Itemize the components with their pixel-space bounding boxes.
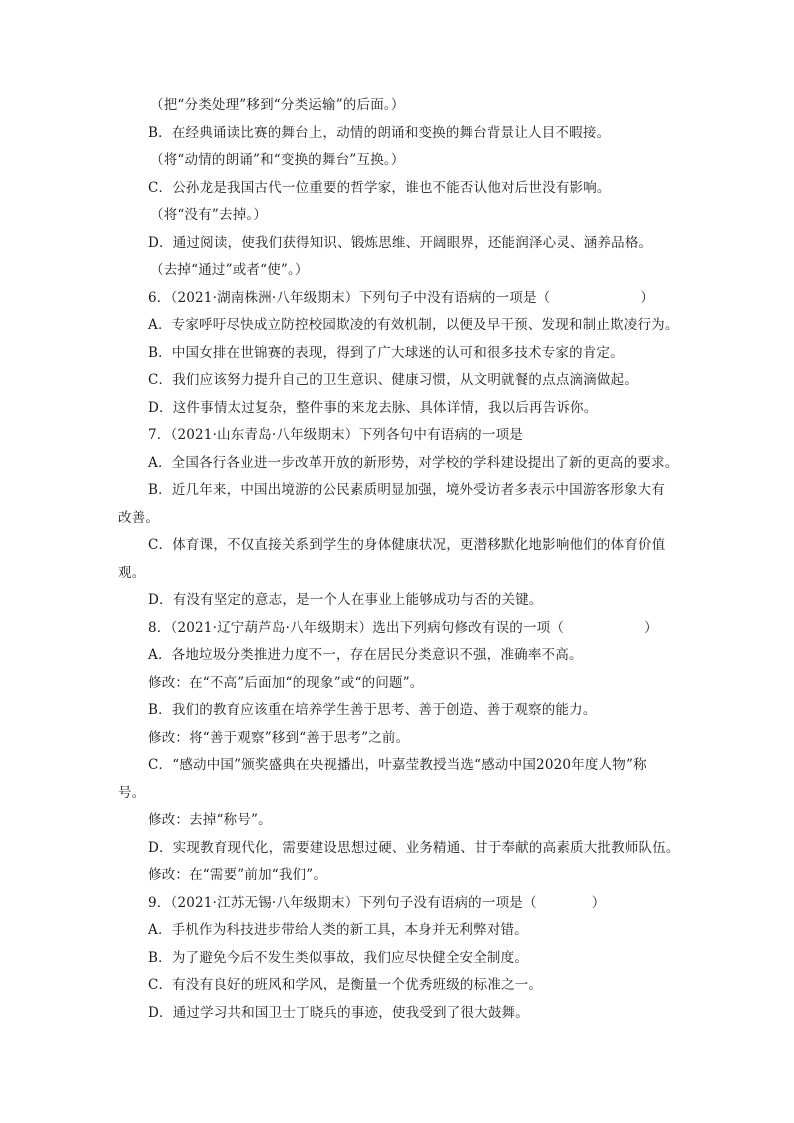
question-8-close: ） — [644, 619, 658, 636]
question-9-stem — [118, 890, 678, 918]
question-9-option-b: B．为了避免今后不发生类似事故，我们应尽快健全安全制度。 — [148, 949, 529, 966]
question-6-close: ） — [640, 289, 655, 306]
question-9-close: ） — [591, 894, 606, 911]
question-8-option-a: A．各地垃圾分类推进力度不一，存在居民分类意识不强，准确率不高。 — [148, 647, 583, 663]
option-d: D．通过阅读，使我们获得知识、锻炼思维、开阔眼界，还能润泽心灵、涵养品格。 — [148, 234, 653, 251]
question-8-option-a-fix: 修改：在“不高”后面加“的现象”或“的问题”。 — [148, 674, 424, 691]
question-7-option-c-cont: 观。 — [118, 564, 146, 581]
question-8-stem — [118, 615, 678, 643]
question-6-stem — [118, 285, 678, 313]
option-c: C．公孙龙是我国古代一位重要的哲学家，谁也不能否认他对后世没有影响。 — [148, 179, 611, 196]
question-8-option-c: C．“感动中国”颁奖盛典在央视播出，叶嘉莹教授当选“感动中国2020年度人物”称 — [148, 757, 647, 773]
question-7-option-c: C．体育课，不仅直接关系到学生的身体健康状况，更潜移默化地影响他们的体育价值 — [148, 537, 666, 553]
revision-note: （去掉“通过”或者“使”。） — [150, 262, 309, 278]
option-b: B．在经典诵读比赛的舞台上，动情的朗诵和变换的舞台背景让人目不暇接。 — [148, 124, 611, 141]
question-6-option-c: C．我们应该努力提升自己的卫生意识、健康习惯，从文明就餐的点点滴滴做起。 — [148, 372, 639, 388]
revision-note: （将“没有”去掉。） — [150, 207, 268, 223]
question-9-option-c: C．有没有良好的班风和学风，是衡量一个优秀班级的标准之一。 — [148, 977, 543, 993]
question-8-option-c-fix: 修改：去掉“称号”。 — [148, 812, 272, 828]
question-6-option-d: D．这件事情太过复杂，整件事的来龙去脉、具体详情，我以后再告诉你。 — [148, 399, 598, 416]
revision-note: （把“分类处理”移到“分类运输”的后面。） — [150, 97, 405, 113]
question-7-option-b-cont: 改善。 — [118, 509, 160, 526]
question-7-stem: 7．（2021·山东青岛·八年级期末）下列各句中有语病的一项是 — [148, 427, 523, 443]
question-8-option-b-fix: 修改：将“善于观察”移到“善于思考”之前。 — [148, 729, 410, 746]
question-9-option-d: D．通过学习共和国卫士丁晓兵的事迹，使我受到了很大鼓舞。 — [148, 1004, 529, 1021]
question-8-option-d: D．实现教育现代化，需要建设思想过硬、业务精通、甘于奉献的高素质大批教师队伍。 — [148, 839, 680, 856]
question-6-option-b: B．中国女排在世锦赛的表现，得到了广大球迷的认可和很多技术专家的肯定。 — [148, 344, 624, 361]
question-8-option-c-cont: 号。 — [118, 784, 146, 801]
question-6-text: 6．（2021·湖南株洲·八年级期末）下列句子中没有语病的一项是（ — [148, 289, 551, 306]
question-8-option-b: B．我们的教育应该重在培养学生善于思考、善于创造、善于观察的能力。 — [148, 702, 597, 718]
revision-note: （将“动情的朗诵”和“变换的舞台”互换。） — [150, 152, 405, 168]
question-7-option-a: A．全国各行各业进一步改革开放的新形势，对学校的学科建设提出了新的更高的要求。 — [148, 454, 679, 471]
question-9-text: 9．（2021·江苏无锡·八年级期末）下列句子没有语病的一项是（ — [148, 894, 537, 911]
question-7-option-b: B．近几年来，中国出境游的公民素质明显加强，境外受访者多表示中国游客形象大有 — [148, 482, 666, 498]
question-9-option-a: A．手机作为科技进步带给人类的新工具，本身并无利弊对错。 — [148, 922, 528, 938]
question-8-option-d-fix: 修改：在“需要”前加“我们”。 — [148, 867, 328, 883]
question-7-option-d: D．有没有坚定的意志，是一个人在事业上能够成功与否的关键。 — [148, 592, 543, 608]
question-6-option-a: A．专家呼吁尽快成立防控校园欺凌的有效机制，以便及早干预、发现和制止欺凌行为。 — [148, 317, 679, 333]
question-8-text: 8．（2021·辽宁葫芦岛·八年级期末）选出下列病句修改有误的一项（ — [148, 619, 565, 636]
document-content — [118, 92, 678, 1027]
